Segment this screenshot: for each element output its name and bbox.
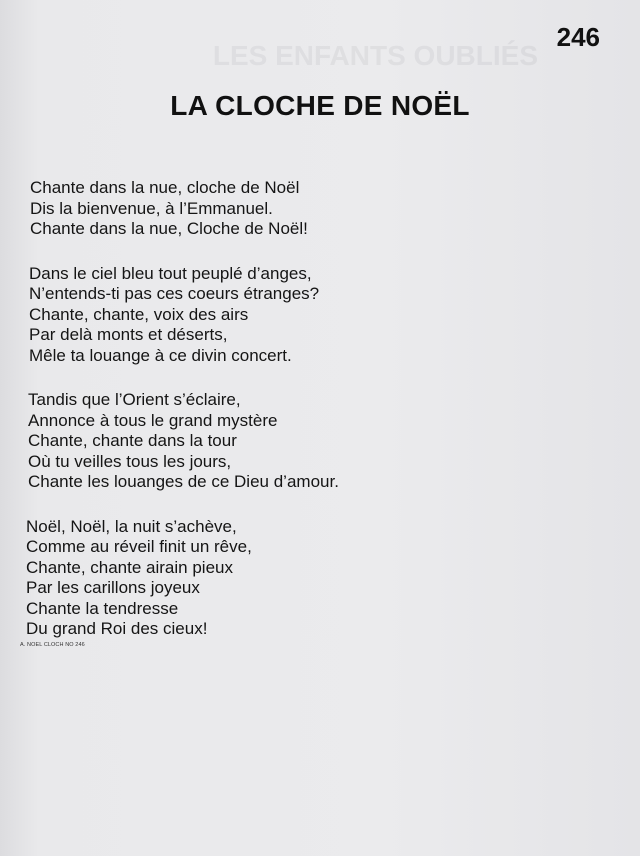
lyric-line: Du grand Roi des cieux! (26, 619, 208, 638)
bleed-through-title: LES ENFANTS OUBLIÉS (212, 40, 538, 71)
lyric-line: Noël, Noël, la nuit s’achève, (26, 516, 237, 536)
lyric-line: Chante dans la nue, cloche de Noël (30, 178, 300, 197)
lyric-line: Dis la bienvenue, à l’Emmanuel. (30, 198, 273, 218)
song-lyrics (20, 178, 570, 673)
stanza-2 (29, 264, 570, 367)
lyric-line: Annonce à tous le grand mystère (28, 410, 278, 430)
page-number: 246 (556, 22, 600, 52)
lyric-line: N’entends-ti pas ces coeurs étranges? (29, 284, 320, 303)
lyric-line: Chante, chante airain pieux (26, 557, 233, 577)
lyric-line: Chante la tendresse (26, 598, 179, 618)
lyric-line: Chante les louanges de ce Dieu d’amour. (28, 472, 339, 491)
lyric-line: Dans le ciel bleu tout peuplé d’anges, (29, 263, 312, 283)
lyric-line: Par delà monts et déserts, (29, 325, 228, 344)
lyric-line: Mêle ta louange à ce divin concert. (29, 345, 292, 365)
stanza-4 (20, 516, 570, 649)
stanza-3 (28, 390, 570, 493)
lyric-line: Chante dans la nue, Cloche de Noël! (30, 219, 308, 238)
lyric-line: Où tu veilles tous les jours, (28, 451, 232, 471)
lyric-line: Chante, chante dans la tour (28, 431, 237, 450)
lyric-line: Par les carillons joyeux (26, 578, 200, 597)
lyric-line: Chante, chante, voix des airs (29, 304, 249, 324)
stanza-1 (30, 178, 570, 240)
lyric-line: Tandis que l’Orient s’éclaire, (28, 390, 241, 409)
lyric-line: Comme au réveil finit un rêve, (26, 537, 252, 556)
song-title: LA CLOCHE DE NOËL (170, 90, 470, 121)
song-credit: A. NOEL CLOCH NO 246 (20, 641, 85, 648)
